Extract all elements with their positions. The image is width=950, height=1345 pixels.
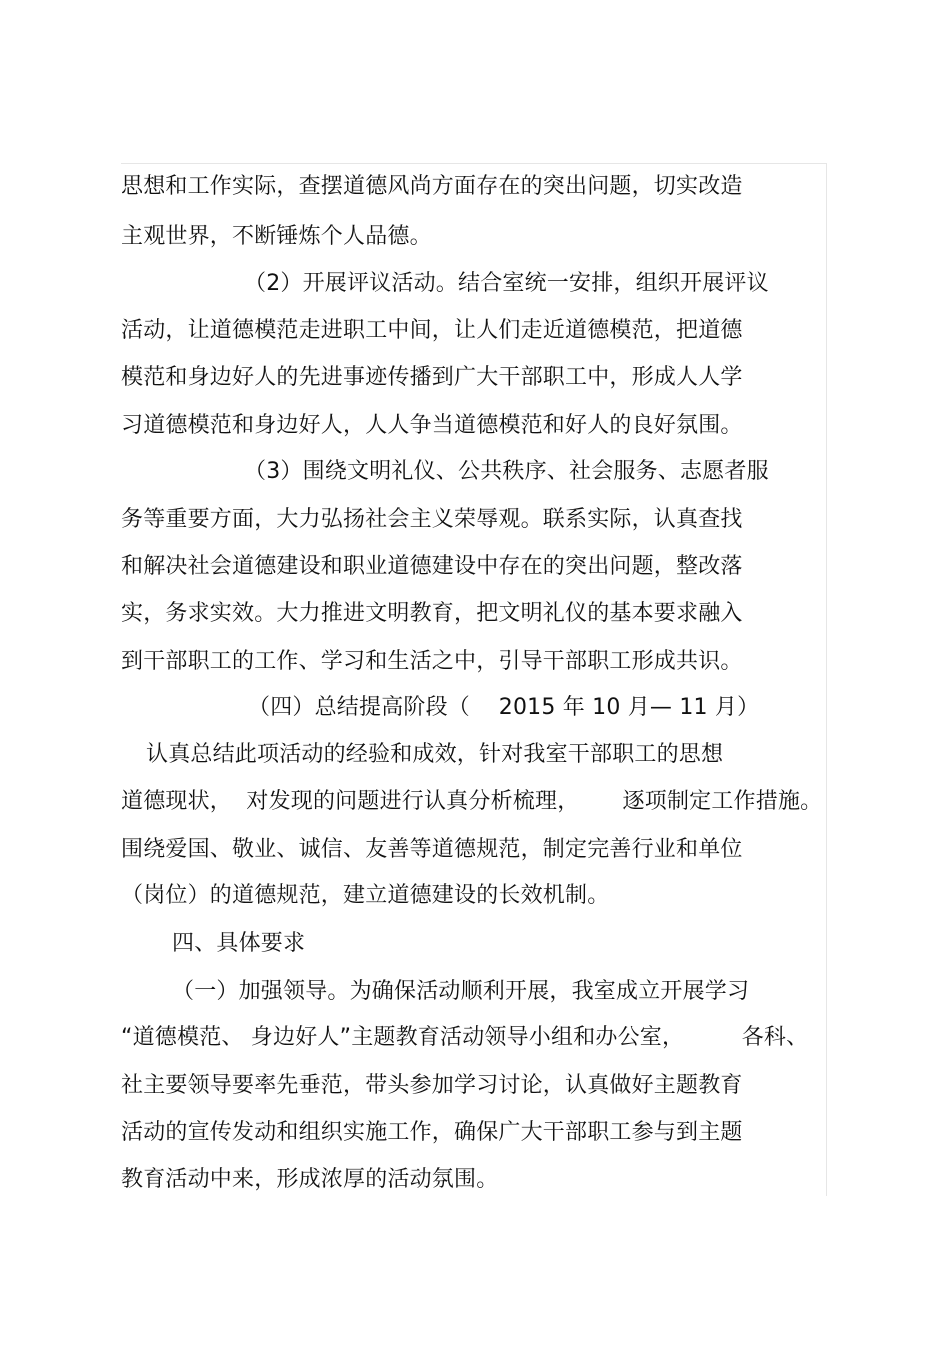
text-line: 教育活动中来，形成浓厚的活动氛围。 bbox=[121, 1167, 499, 1192]
section-heading: 四、具体要求 bbox=[172, 931, 306, 956]
text-line: “道德模范、 身边好人”主题教育活动领导小组和办公室， 各科、 bbox=[121, 1025, 809, 1050]
text-line: （3）围绕文明礼仪、公共秩序、社会服务、志愿者服 bbox=[244, 459, 769, 484]
text-line: （一）加强领导。为确保活动顺利开展，我室成立开展学习 bbox=[172, 979, 750, 1004]
text-line: 社主要领导要率先垂范，带头参加学习讨论，认真做好主题教育 bbox=[121, 1073, 743, 1098]
section-heading: （四）总结提高阶段（ 2015 年 10 月— 11 月） bbox=[248, 695, 760, 720]
text-line: 围绕爱国、敬业、诚信、友善等道德规范，制定完善行业和单位 bbox=[121, 837, 743, 862]
text-line: 道德现状， 对发现的问题进行认真分析梳理， 逐项制定工作措施。 bbox=[121, 789, 823, 814]
text-line: 活动的宣传发动和组织实施工作，确保广大干部职工参与到主题 bbox=[121, 1120, 743, 1145]
text-line: 思想和工作实际，查摆道德风尚方面存在的突出问题，切实改造 bbox=[121, 174, 743, 199]
text-line: （2）开展评议活动。结合室统一安排，组织开展评议 bbox=[244, 271, 769, 296]
text-line: 和解决社会道德建设和职业道德建设中存在的突出问题，整改落 bbox=[121, 554, 743, 579]
text-line: 习道德模范和身边好人，人人争当道德模范和好人的良好氛围。 bbox=[121, 413, 743, 438]
text-line: 认真总结此项活动的经验和成效，针对我室干部职工的思想 bbox=[146, 742, 724, 767]
text-line: 到干部职工的工作、学习和生活之中，引导干部职工形成共识。 bbox=[121, 649, 743, 674]
text-line: 实，务求实效。大力推进文明教育，把文明礼仪的基本要求融入 bbox=[121, 601, 743, 626]
text-line: 活动，让道德模范走进职工中间，让人们走近道德模范，把道德 bbox=[121, 318, 743, 343]
text-line: 模范和身边好人的先进事迹传播到广大干部职工中，形成人人学 bbox=[121, 365, 743, 390]
text-line: 务等重要方面，大力弘扬社会主义荣辱观。联系实际，认真查找 bbox=[121, 507, 743, 532]
text-line: 主观世界，不断锤炼个人品德。 bbox=[121, 224, 432, 249]
text-line: （岗位）的道德规范，建立道德建设的长效机制。 bbox=[121, 883, 610, 908]
